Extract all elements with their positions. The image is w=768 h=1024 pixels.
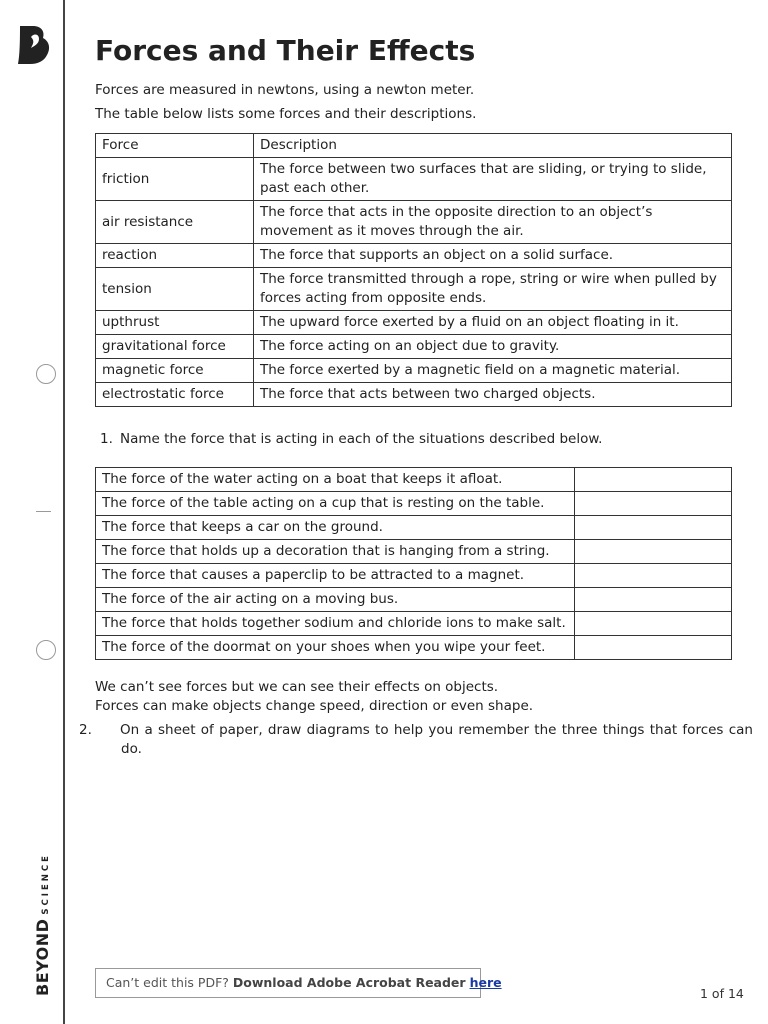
page-indicator: 1 of 14	[700, 986, 744, 1001]
fold-mark	[36, 511, 51, 512]
header-cell: Description	[254, 134, 732, 158]
force-name: reaction	[96, 244, 254, 268]
situation-text: The force of the table acting on a cup that is resting on the table.	[96, 492, 575, 516]
situation-text: The force of the air acting on a moving bus.	[96, 588, 575, 612]
situation-text: The force that keeps a car on the ground.	[96, 516, 575, 540]
answer-cell[interactable]	[575, 636, 732, 660]
force-description: The force exerted by a magnetic field on a magnetic material.	[254, 359, 732, 383]
force-description: The force acting on an object due to gravity.	[254, 335, 732, 359]
forces-table-row	[96, 201, 732, 244]
forces-table-row	[96, 335, 732, 359]
answer-cell[interactable]	[575, 492, 732, 516]
situations-table	[95, 467, 732, 660]
brand-wordmark	[33, 853, 52, 996]
effects-line-1: We can’t see forces but we can see their effects on objects.	[95, 679, 499, 695]
answer-cell[interactable]	[575, 612, 732, 636]
effects-text	[95, 678, 533, 716]
situation-row	[96, 516, 732, 540]
situation-text: The force that causes a paperclip to be attracted to a magnet.	[96, 564, 575, 588]
forces-table-row	[96, 383, 732, 407]
situation-text: The force of the doormat on your shoes when you wipe your feet.	[96, 636, 575, 660]
effects-line-2: Forces can make objects change speed, direction or even shape.	[95, 698, 534, 714]
answer-cell[interactable]	[575, 564, 732, 588]
forces-table-row	[96, 158, 732, 201]
question-1-text: Name the force that is acting in each of the situations described below.	[120, 431, 603, 447]
force-name: air resistance	[96, 201, 254, 244]
situation-row	[96, 468, 732, 492]
situation-row	[96, 612, 732, 636]
force-description: The force that acts between two charged objects.	[254, 383, 732, 407]
force-name: electrostatic force	[96, 383, 254, 407]
question-1	[100, 430, 732, 449]
forces-table-row	[96, 268, 732, 311]
acrobat-notice	[95, 968, 502, 998]
situation-row	[96, 492, 732, 516]
header-cell: Force	[96, 134, 254, 158]
punch-hole-bottom	[36, 640, 56, 660]
acrobat-notice-prefix: Can’t edit this PDF?	[106, 975, 229, 990]
acrobat-download-link[interactable]: here	[469, 975, 502, 990]
forces-table-row	[96, 244, 732, 268]
beyond-logo-icon	[14, 24, 52, 66]
question-2-text: On a sheet of paper, draw diagrams to help you remember the three things that forces can do.	[120, 722, 753, 757]
situation-text: The force that holds together sodium and chloride ions to make salt.	[96, 612, 575, 636]
forces-table-row	[96, 311, 732, 335]
intro-line-1: Forces are measured in newtons, using a newton meter.	[95, 82, 475, 98]
forces-table-header	[96, 134, 732, 158]
force-name: magnetic force	[96, 359, 254, 383]
force-description: The force that acts in the opposite direction to an object’s movement as it moves through the air.	[254, 201, 732, 244]
acrobat-notice-bold: Download Adobe Acrobat Reader	[232, 975, 466, 990]
force-description: The force that supports an object on a solid surface.	[254, 244, 732, 268]
punch-hole-top	[36, 364, 56, 384]
answer-cell[interactable]	[575, 516, 732, 540]
situation-row	[96, 636, 732, 660]
situation-row	[96, 540, 732, 564]
brand-sub: SCIENCE	[41, 853, 51, 915]
force-description: The force between two surfaces that are sliding, or trying to slide, past each other.	[254, 158, 732, 201]
question-2	[79, 721, 753, 759]
intro-line-2: The table below lists some forces and their descriptions.	[95, 106, 477, 122]
force-name: upthrust	[96, 311, 254, 335]
force-description: The force transmitted through a rope, string or wire when pulled by forces acting from opposite ends.	[254, 268, 732, 311]
question-2-number: 2.	[79, 722, 92, 738]
page-title: Forces and Their Effects	[95, 34, 476, 67]
situation-text: The force that holds up a decoration that is hanging from a string.	[96, 540, 575, 564]
situation-row	[96, 588, 732, 612]
force-description: The upward force exerted by a fluid on an object floating in it.	[254, 311, 732, 335]
force-name: tension	[96, 268, 254, 311]
sidebar-divider	[63, 0, 65, 1024]
answer-cell[interactable]	[575, 588, 732, 612]
situation-row	[96, 564, 732, 588]
force-name: friction	[96, 158, 254, 201]
question-1-number: 1.	[100, 431, 113, 447]
force-name: gravitational force	[96, 335, 254, 359]
answer-cell[interactable]	[575, 540, 732, 564]
forces-table-row	[96, 359, 732, 383]
brand-main: BEYOND	[33, 918, 52, 996]
answer-cell[interactable]	[575, 468, 732, 492]
forces-table	[95, 133, 732, 407]
situation-text: The force of the water acting on a boat that keeps it afloat.	[96, 468, 575, 492]
